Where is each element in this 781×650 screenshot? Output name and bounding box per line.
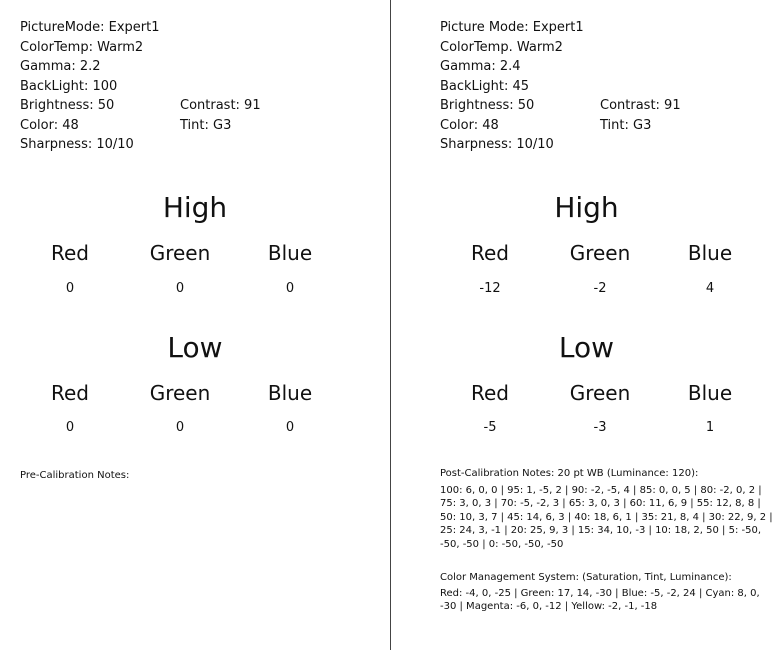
high-green-value: 0	[175, 281, 185, 296]
low-green-value: -3	[593, 420, 607, 435]
gamma: Gamma: 2.2	[20, 59, 101, 74]
contrast: Contrast: 91	[600, 98, 681, 113]
post-calibration-panel	[392, 0, 781, 650]
low-green-label: Green	[149, 381, 211, 405]
white-balance-notes: 100: 6, 0, 0 | 95: 1, -5, 2 | 90: -2, -5, 4 | 85: 0, 0, 5 | 80: -2, 0, 2 | 75: 3, 0, 3 | 70: -5, -2, 3 | 65: 3, 0, 3 | 60: 11, 6, 9 | 55: 12, 8, 8 | 50: 10, 3, 7 | 45: 14, 6, 3 | 40: 18, 6, 1 | 35: 21, 8, 4 | 30: 22, 9, 2 | 25: 24, 3, -1 | 20: 25, 9, 3 | 15: 34, 10, -3 | 10: 18, 2, 50 | 5: -50, -50, -50 | 0: -50, -50, -50	[440, 485, 773, 550]
low-title: Low	[167, 331, 223, 364]
high-red-value: -12	[479, 281, 501, 296]
brightness: Brightness: 50	[20, 98, 115, 113]
high-blue-value: 0	[285, 281, 295, 296]
backlight: BackLight: 100	[20, 78, 118, 94]
gamma: Gamma: 2.4	[440, 59, 521, 74]
sharpness: Sharpness: 10/10	[20, 137, 134, 152]
settings-block	[440, 18, 681, 155]
picture-mode: PictureMode: Expert1	[20, 20, 160, 35]
color-tint-row	[440, 116, 652, 136]
high-green-value: -2	[593, 281, 607, 296]
color-tint-row	[20, 116, 232, 136]
high-green-label: Green	[149, 241, 211, 265]
tint: Tint: G3	[600, 117, 652, 133]
high-green-label: Green	[569, 241, 631, 265]
high-red-label: Red	[471, 241, 509, 265]
low-blue-label: Blue	[687, 381, 733, 405]
low-green-label: Green	[569, 381, 631, 405]
high-title: High	[162, 191, 228, 224]
low-blue-value: 0	[285, 420, 295, 435]
high-red-value: 0	[65, 281, 75, 296]
high-blue-label: Blue	[687, 241, 733, 265]
pre-calibration-panel	[0, 0, 390, 650]
column-divider	[390, 0, 391, 650]
low-red-value: 0	[65, 420, 75, 435]
brightness-contrast-row	[440, 96, 681, 116]
settings-block	[20, 18, 261, 155]
low-green-value: 0	[175, 420, 185, 435]
color-temp: ColorTemp. Warm2	[440, 39, 563, 55]
backlight: BackLight: 45	[440, 78, 530, 94]
low-red-label: Red	[51, 381, 89, 405]
high-blue-value: 4	[705, 281, 715, 296]
high-blue-label: Blue	[267, 241, 313, 265]
low-blue-value: 1	[705, 420, 715, 435]
high-title: High	[554, 191, 619, 224]
sharpness: Sharpness: 10/10	[440, 137, 554, 152]
high-red-label: Red	[51, 241, 89, 265]
low-red-value: -5	[483, 420, 497, 435]
tint: Tint: G3	[180, 117, 232, 133]
post-calibration-notes-title: Post-Calibration Notes: 20 pt WB (Luminance: 120):	[440, 468, 699, 479]
pre-calibration-notes-title: Pre-Calibration Notes:	[20, 470, 130, 481]
color: Color: 48	[440, 117, 499, 133]
contrast: Contrast: 91	[180, 98, 261, 113]
cms-notes-title: Color Management System: (Saturation, Tint, Luminance):	[440, 572, 732, 583]
picture-mode: Picture Mode: Expert1	[440, 20, 584, 35]
low-red-label: Red	[471, 381, 509, 405]
low-blue-label: Blue	[267, 381, 313, 405]
brightness-contrast-row	[20, 96, 261, 116]
brightness: Brightness: 50	[440, 98, 535, 113]
low-title: Low	[558, 331, 615, 364]
cms-notes: Red: -4, 0, -25 | Green: 17, 14, -30 | Blue: -5, -2, 24 | Cyan: 8, 0, -30 | Magenta: -6, 0, -12 | Yellow: -2, -1, -18	[440, 588, 760, 613]
color: Color: 48	[20, 117, 79, 133]
color-temp: ColorTemp: Warm2	[20, 39, 144, 55]
